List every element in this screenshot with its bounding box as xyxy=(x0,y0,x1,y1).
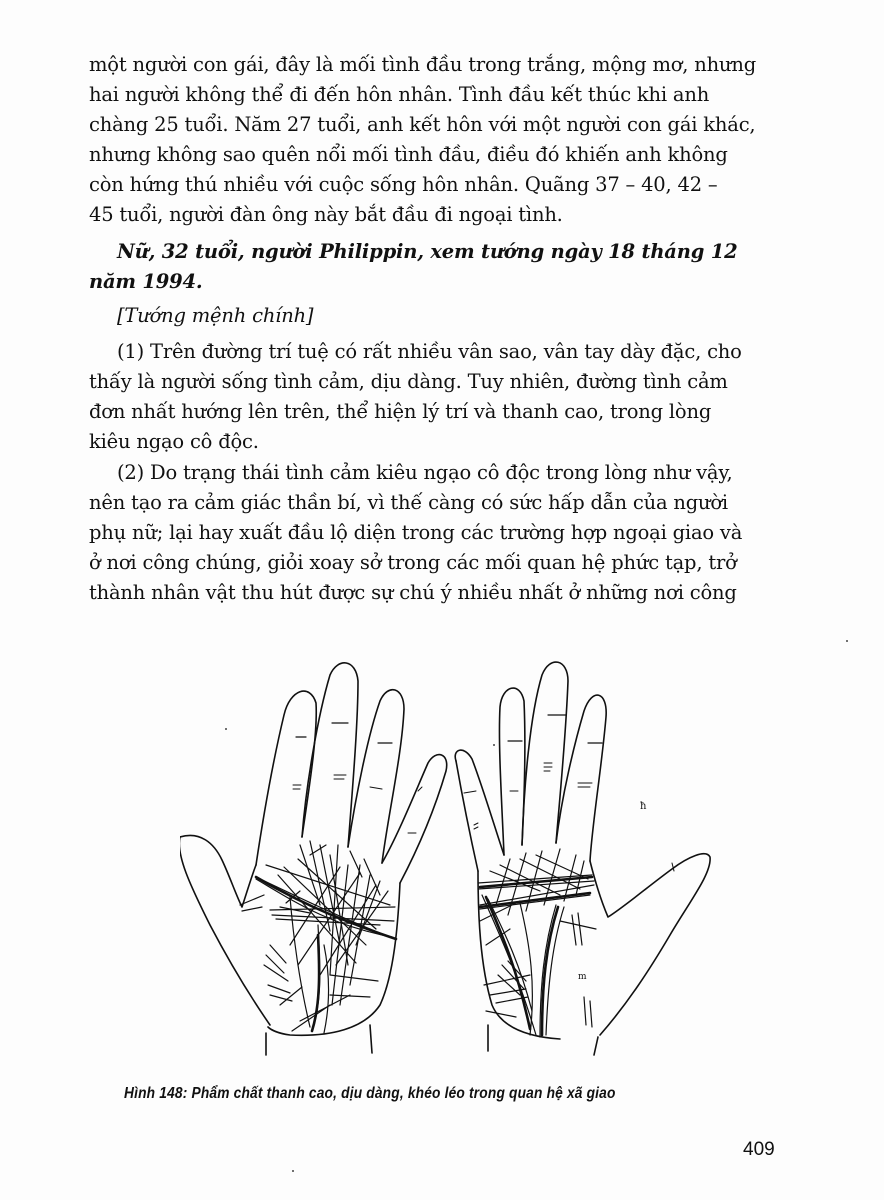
page-number: 409 xyxy=(743,1139,775,1160)
heading-line: năm 1994. xyxy=(89,270,203,293)
paragraph-continuation xyxy=(89,50,779,230)
svg-text:ħ: ħ xyxy=(640,801,647,812)
paragraph-point-2 xyxy=(89,458,779,608)
text-line: nên tạo ra cảm giác thần bí, vì thế càng có sức hấp dẫn của người xyxy=(89,491,728,514)
section-label-text: [Tướng mệnh chính] xyxy=(117,304,314,327)
left-palm-icon xyxy=(180,663,447,1055)
text-line: kiêu ngạo cô độc. xyxy=(89,430,259,453)
text-line: nhưng không sao quên nổi mối tình đầu, điều đó khiến anh không xyxy=(89,143,728,166)
scan-speck xyxy=(493,744,495,746)
text-line: thấy là người sống tình cảm, dịu dàng. Tuy nhiên, đường tình cảm xyxy=(89,370,728,393)
scan-speck xyxy=(225,728,227,730)
heading-line: Nữ, 32 tuổi, người Philippin, xem tướng ngày 18 tháng 12 xyxy=(117,240,738,263)
case-heading xyxy=(89,237,779,297)
text-line: đơn nhất hướng lên trên, thể hiện lý trí và thanh cao, trong lòng xyxy=(89,400,712,423)
text-line: hai người không thể đi đến hôn nhân. Tình đầu kết thúc khi anh xyxy=(89,83,710,106)
text-line: một người con gái, đây là mối tình đầu trong trắng, mộng mơ, nhưng xyxy=(89,53,756,76)
svg-text:m: m xyxy=(578,972,587,982)
palm-illustration-figure xyxy=(180,645,720,1065)
scan-speck xyxy=(292,1170,294,1172)
text-line: thành nhân vật thu hút được sự chú ý nhiều nhất ở những nơi công xyxy=(89,581,737,604)
text-line: phụ nữ; lại hay xuất đầu lộ diện trong các trường hợp ngoại giao và xyxy=(89,521,743,544)
text-line: 45 tuổi, người đàn ông này bắt đầu đi ngoại tình. xyxy=(89,203,563,226)
section-label xyxy=(89,301,779,331)
text-line: (1) Trên đường trí tuệ có rất nhiều vân sao, vân tay dày đặc, cho xyxy=(117,340,742,363)
text-line: chàng 25 tuổi. Năm 27 tuổi, anh kết hôn với một người con gái khác, xyxy=(89,113,756,136)
palms-drawing xyxy=(180,645,720,1065)
text-line: còn hứng thú nhiều với cuộc sống hôn nhân. Quãng 37 – 40, 42 – xyxy=(89,173,718,196)
text-line: (2) Do trạng thái tình cảm kiêu ngạo cô độc trong lòng như vậy, xyxy=(117,461,733,484)
scan-speck xyxy=(846,640,848,642)
text-line: ở nơi công chúng, giỏi xoay sở trong các mối quan hệ phức tạp, trở xyxy=(89,551,737,574)
figure-caption: Hình 148: Phẩm chất thanh cao, dịu dàng, khéo léo trong quan hệ xã giao xyxy=(124,1085,616,1102)
right-palm-icon xyxy=(455,662,710,1055)
paragraph-point-1 xyxy=(89,337,779,457)
